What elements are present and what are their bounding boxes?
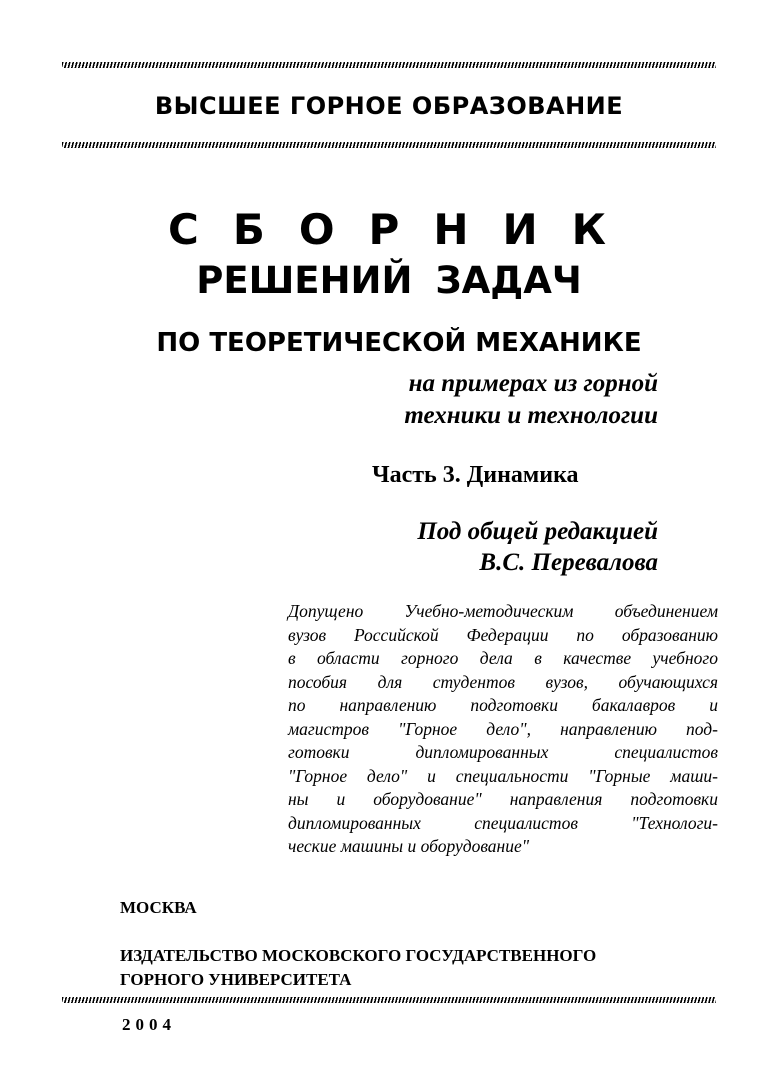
part-title: Часть 3. Динамика — [372, 462, 579, 488]
bottom-rule — [62, 997, 716, 1003]
approval-line: "Горное дело" и специальности "Горные маши- — [288, 765, 718, 786]
publisher — [120, 944, 596, 992]
series-title: ВЫСШЕЕ ГОРНОЕ ОБРАЗОВАНИЕ — [154, 92, 624, 120]
approval-line: вузов Российской Федерации по образованию — [288, 624, 718, 645]
book-title-line1: СБОРНИК — [168, 205, 640, 254]
editor-line1: Под общей редакцией — [417, 518, 658, 545]
approval-notice — [288, 600, 718, 859]
approval-line: готовки дипломированных специалистов — [288, 742, 718, 762]
book-subtitle: ПО ТЕОРЕТИЧЕСКОЙ МЕХАНИКЕ — [156, 328, 642, 358]
editor-name: В.С. Перевалова — [479, 549, 658, 576]
publisher-line2: ГОРНОГО УНИВЕРСИТЕТА — [120, 970, 352, 989]
approval-line: ны и оборудование" направления подготовки — [288, 789, 718, 809]
approval-line: дипломированных специалистов "Технологи- — [288, 812, 718, 833]
top-rule — [62, 62, 716, 68]
city: МОСКВА — [120, 898, 197, 917]
publication-year: 2004 — [122, 1015, 176, 1034]
examples-line2: техники и технологии — [404, 402, 658, 429]
publisher-line1: ИЗДАТЕЛЬСТВО МОСКОВСКОГО ГОСУДАРСТВЕННОГО — [120, 946, 597, 965]
approval-line: ческие машины и оборудование" — [288, 836, 530, 856]
approval-line: в области горного дела в качестве учебного — [288, 648, 718, 668]
examples-line1: на примерах из горной — [408, 370, 658, 397]
book-title-line2: РЕШЕНИЙ ЗАДАЧ — [196, 259, 582, 302]
approval-line: пособия для студентов вузов, обучающихся — [288, 671, 718, 692]
approval-line: магистров "Горное дело", направлению под- — [288, 718, 718, 739]
series-bottom-rule — [62, 142, 716, 148]
approval-line: по направлению подготовки бакалавров и — [288, 695, 718, 715]
approval-line: Допущено Учебно-методическим объединением — [288, 601, 718, 621]
